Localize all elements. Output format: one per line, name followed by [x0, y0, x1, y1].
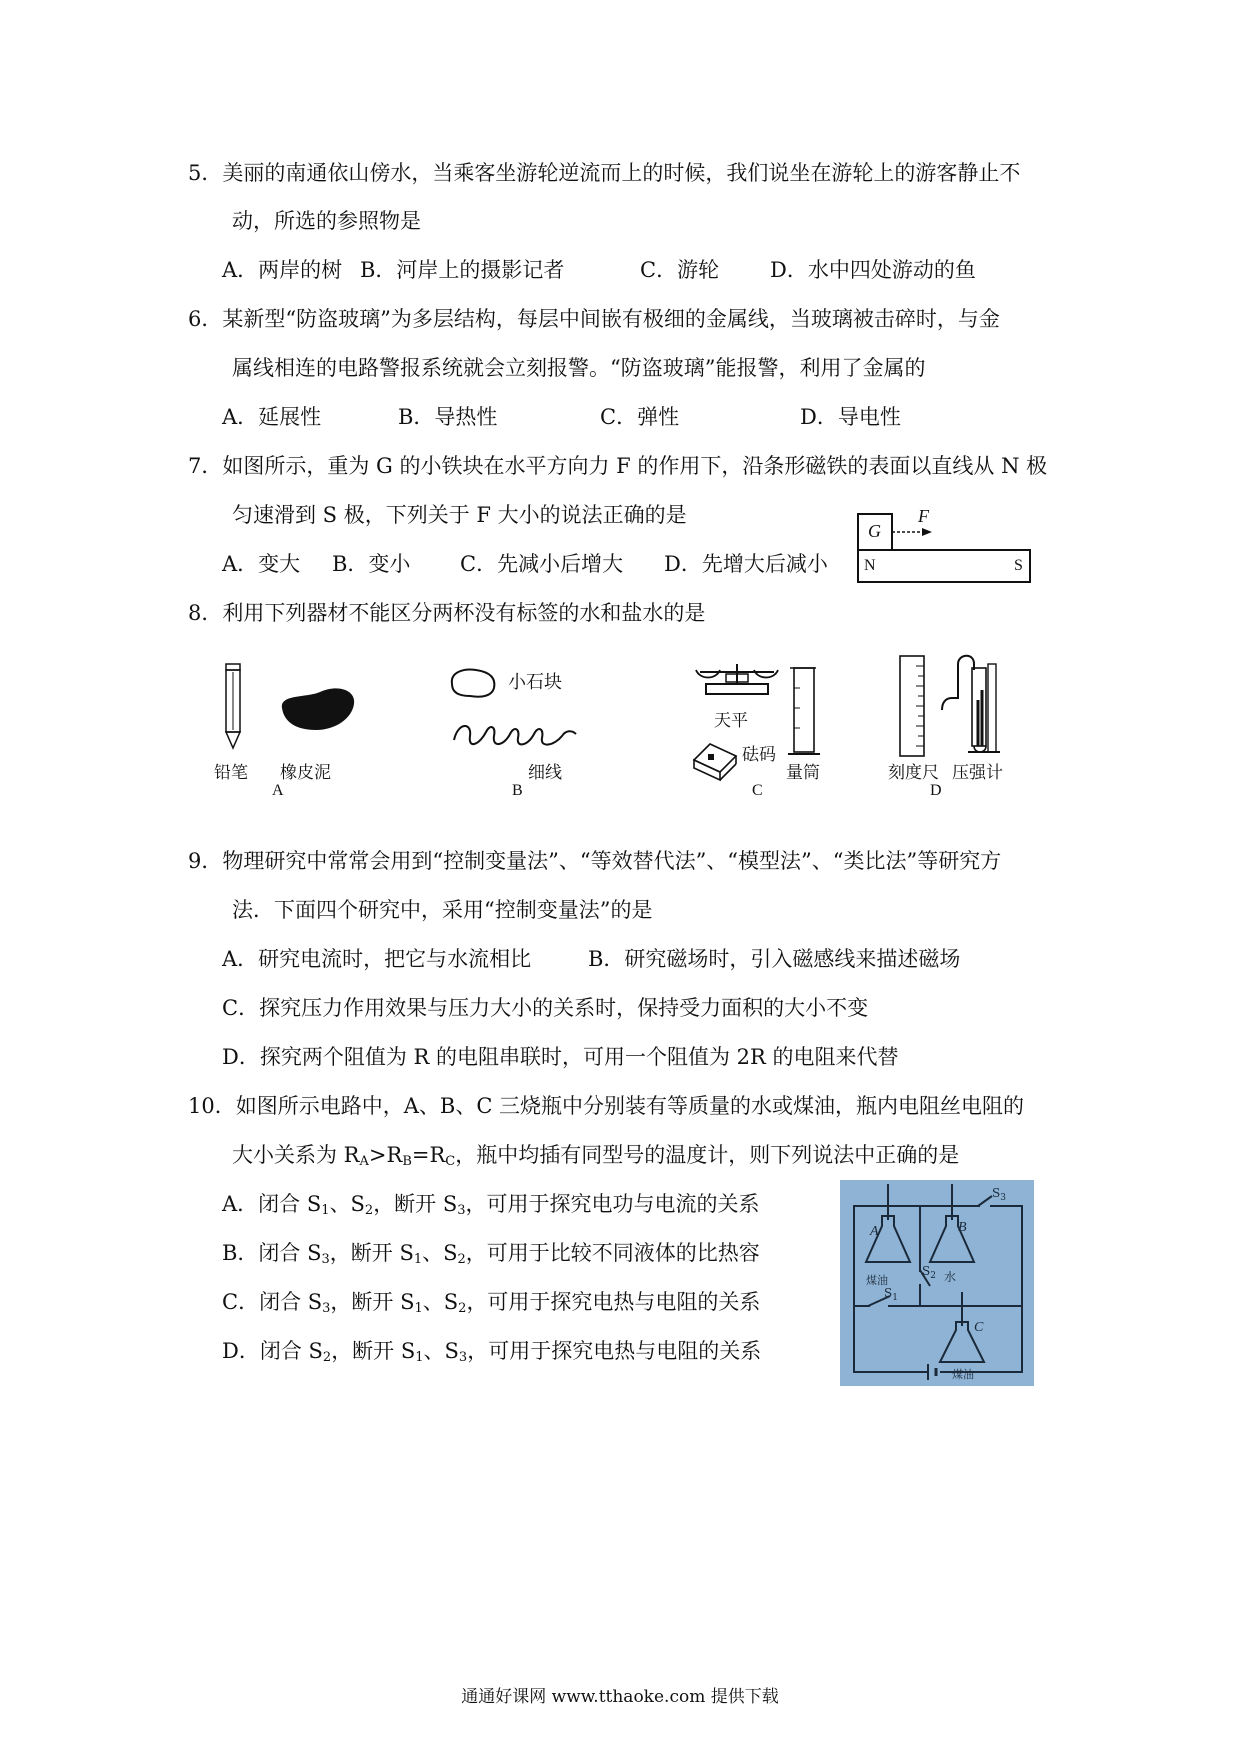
q10-option-a: A．闭合 $S_1$、$S_2$，断开 $S_3$，可用于探究电功与电流的关系: [222, 1192, 760, 1218]
q7-option-a: A．变大: [222, 552, 301, 576]
q9-option-b: B．研究磁场时，引入磁感线来描述磁场: [588, 947, 961, 971]
stone-icon: [446, 666, 506, 706]
q6-option-d: D．导电性: [800, 405, 901, 429]
q8-a-item-pencil: 铅笔: [214, 763, 248, 783]
q7-south-label: S: [1014, 557, 1023, 574]
q8-a-letter: A: [272, 782, 284, 799]
pressure-gauge-icon: [938, 650, 1008, 760]
q6-option-c: C．弹性: [600, 405, 680, 429]
q5-option-d: D．水中四处游动的鱼: [770, 258, 976, 282]
q7-option-b: B．变小: [332, 552, 411, 576]
q6-stem-line2: 属线相连的电路警报系统就会立刻报警。“防盗玻璃”能报警，利用了金属的: [232, 356, 926, 380]
q7-option-c: C．先减小后增大: [460, 552, 624, 576]
q8-c-item-cylinder: 量筒: [786, 763, 820, 783]
string-icon: [450, 720, 580, 760]
q7-stem-line2: 匀速滑到 S 极，下列关于 F 大小的说法正确的是: [232, 503, 687, 527]
q9-option-c: C．探究压力作用效果与压力大小的关系时，保持受力面积的大小不变: [222, 996, 869, 1020]
q8-b-item-string: 细线: [528, 763, 562, 783]
q10-kerosene-a-label: 煤油: [866, 1274, 888, 1287]
q6-option-b: B．导热性: [398, 405, 498, 429]
q10-option-d: D．闭合 $S_2$，断开 $S_1$、$S_3$，可用于探究电热与电阻的关系: [222, 1339, 762, 1365]
q8-c-letter: C: [752, 782, 763, 799]
q7-north-label: N: [864, 557, 876, 574]
q10-s3-label: $S_3$: [992, 1186, 1006, 1203]
q10-flask-a-label: A: [870, 1224, 879, 1239]
balance-icon: [692, 660, 782, 704]
q8-c-item-balance: 天平: [714, 711, 748, 731]
q7-figure: [856, 506, 1032, 586]
q8-d-item-gauge: 压强计: [952, 763, 1003, 783]
q9-stem-line1: 9．物理研究中常常会用到“控制变量法”、“等效替代法”、“模型法”、“类比法”等研究方: [188, 849, 1002, 873]
q9-stem-line2: 法．下面四个研究中，采用“控制变量法”的是: [232, 898, 653, 922]
q10-s1-label: $S_1$: [884, 1286, 898, 1303]
weights-box-icon: [688, 738, 748, 784]
plasticine-icon: [276, 684, 366, 744]
q8-b-letter: B: [512, 782, 523, 799]
q7-stem-line1: 7．如图所示，重为 G 的小铁块在水平方向力 F 的作用下，沿条形磁铁的表面以直线从 N 极: [188, 454, 1048, 478]
q7-force-label: F: [918, 506, 929, 526]
q7-figure-drawing: [856, 512, 1032, 586]
q10-stem-line2: 大小关系为 $R_A>R_B=R_C$，瓶中均插有同型号的温度计，则下列说法中正确的是: [232, 1143, 960, 1169]
q8-d-item-ruler: 刻度尺: [888, 763, 939, 783]
q10-option-c: C．闭合 $S_3$，断开 $S_1$、$S_2$，可用于探究电热与电阻的关系: [222, 1290, 761, 1316]
q10-flask-b-label: B: [958, 1220, 967, 1235]
page-footer: 通通好课网 www.tthaoke.com 提供下载: [461, 1687, 779, 1707]
q5-stem-line1: 5．美丽的南通依山傍水，当乘客坐游轮逆流而上的时候，我们说坐在游轮上的游客静止不: [188, 161, 1021, 185]
q10-water-label: 水: [944, 1270, 957, 1284]
ruler-icon: [896, 654, 932, 760]
q10-stem-line1: 10．如图所示电路中，A、B、C 三烧瓶中分别装有等质量的水或煤油，瓶内电阻丝电阻的: [188, 1094, 1025, 1118]
q6-option-a: A．延展性: [222, 405, 322, 429]
q10-s2-label: $S_2$: [922, 1264, 936, 1281]
q10-option-b: B．闭合 $S_3$，断开 $S_1$、$S_2$，可用于比较不同液体的比热容: [222, 1241, 760, 1267]
q8-figure: [190, 650, 1040, 810]
q8-a-item-plasticine: 橡皮泥: [280, 763, 331, 783]
q8-d-letter: D: [930, 782, 942, 799]
q10-flask-c-label: C: [974, 1320, 984, 1335]
q8-b-item-stone: 小石块: [508, 672, 562, 693]
q7-option-d: D．先增大后减小: [664, 552, 828, 576]
q5-stem-line2: 动，所选的参照物是: [232, 209, 421, 233]
q9-option-a: A．研究电流时，把它与水流相比: [222, 947, 532, 971]
q10-circuit-figure: [840, 1180, 1034, 1386]
q8-stem-line1: 8．利用下列器材不能区分两杯没有标签的水和盐水的是: [188, 601, 706, 625]
q5-option-b: B．河岸上的摄影记者: [360, 258, 565, 282]
q5-option-c: C．游轮: [640, 258, 720, 282]
q7-block-label: G: [868, 521, 881, 541]
q9-option-d: D．探究两个阻值为 R 的电阻串联时，可用一个阻值为 2R 的电阻来代替: [222, 1045, 899, 1069]
graduated-cylinder-icon: [786, 664, 826, 764]
q8-c-item-weights: 砝码: [742, 745, 776, 765]
q5-option-a: A．两岸的树: [222, 258, 343, 282]
q6-stem-line1: 6．某新型“防盗玻璃”为多层结构，每层中间嵌有极细的金属线，当玻璃被击碎时，与金: [188, 307, 1000, 331]
q10-kerosene-c-label: 煤油: [952, 1368, 974, 1381]
